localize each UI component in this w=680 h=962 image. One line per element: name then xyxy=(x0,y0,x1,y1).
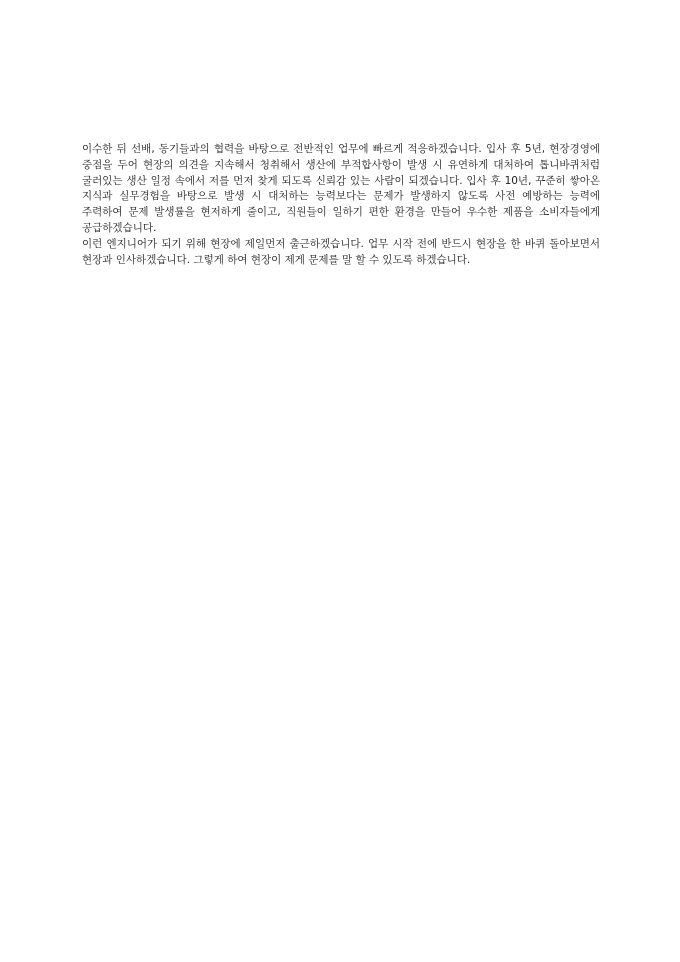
paragraph-career-plan: 이수한 뒤 선배, 동기들과의 협력을 바탕으로 전반적인 업무에 빠르게 적응하겠습니다. 입사 후 5년, 현장경영에 중점을 두어 현장의 의견을 지속해서 청취해서 생산에 부적합사항이 발생 시 유연하게 대처하여 톱니바퀴처럼 굴러있는 생산 일정 속에서 저를 먼저 찾게 되도록 신뢰감 있는 사람이 되겠습니다. 입사 후 10년, 꾸준히 쌓아온 지식과 실무경험을 바탕으로 발생 시 대처하는 능력보다는 문제가 발생하지 않도록 사전 예방하는 능력에 주력하여 문제 발생률을 현저하게 줄이고, 직원들이 일하기 편한 환경을 만들어 우수한 제품을 소비자들에게 공급하겠습니다. xyxy=(82,143,600,234)
document-body xyxy=(82,142,600,268)
paragraph-engineer-commitment: 이런 엔지니어가 되기 위해 현장에 제일먼저 출근하겠습니다. 업무 시작 전에 반드시 현장을 한 바퀴 돌아보면서 현장과 인사하겠습니다. 그렇게 하여 현장이 제게 문제를 말 할 수 있도록 하겠습니다. xyxy=(82,237,600,266)
